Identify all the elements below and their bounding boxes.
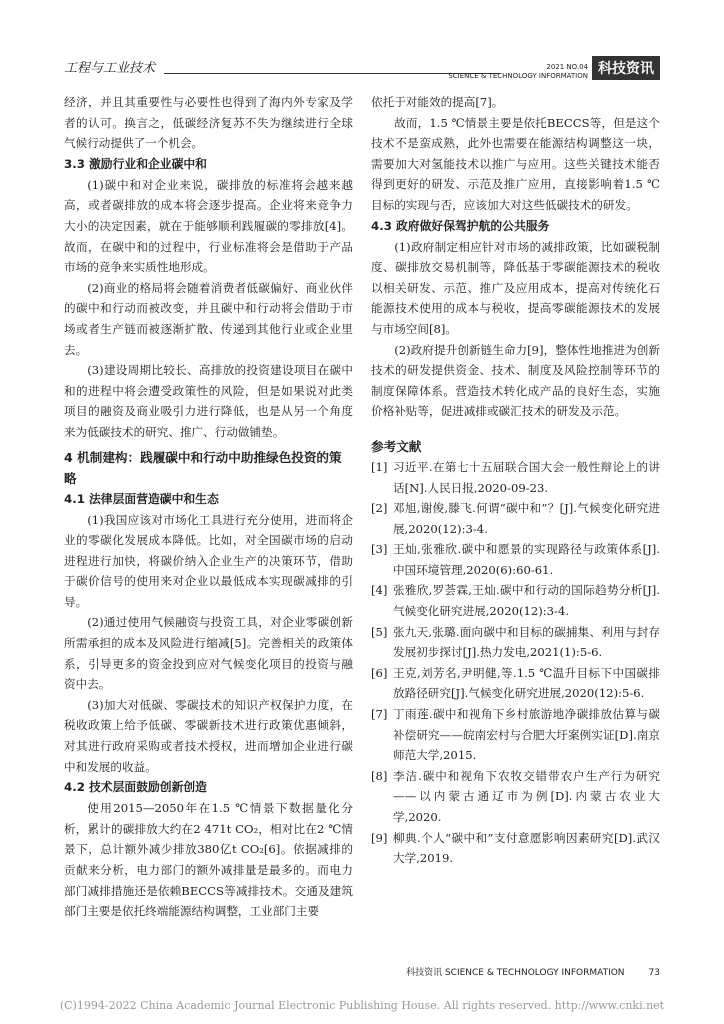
paragraph: (2)商业的格局将会随着消费者低碳偏好、商业伙伴的碳中和行动而被改变，并且碳中和行动将会借助于市场或者生产链而被逐渐扩散、传递到其他行业或企业里去。 <box>64 280 353 357</box>
reference-item <box>371 580 660 621</box>
issue-number: 2021 NO.04 <box>546 63 588 72</box>
reference-number: [2] <box>371 501 388 516</box>
reference-text: 张九天,张璐.面向碳中和目标的碳捕集、利用与封存发展初步探讨[J].热力发电,2021(1):5-6. <box>393 624 660 660</box>
paragraph: (2)通过使用气候融资与投资工具，对企业零碳创新所需承担的成本及风险进行缩减[5]。完善相关的政策体系，引导更多的资金投到应对气候变化项目的投资与融资中去。 <box>64 615 353 692</box>
right-column <box>371 92 660 942</box>
reference-number: [6] <box>371 665 388 680</box>
reference-item <box>371 766 660 828</box>
journal-name-cn: 科技资讯 <box>592 56 660 80</box>
section-heading: 3.3 激励行业和企业碳中和 <box>64 156 207 171</box>
reference-text: 李洁.碳中和视角下农牧交错带农户生产行为研究——以内蒙古通辽市为例[D].内蒙古农业大学,2020. <box>393 768 660 824</box>
paragraph: 依托于对能效的提高[7]。 <box>371 95 504 109</box>
journal-name-en: SCIENCE & TECHNOLOGY INFORMATION <box>448 71 588 80</box>
paragraph: (2)政府提升创新链生命力[9]，整体性地推进为创新技术的研发提供资金、技术、制度及风险控制等环节的制度保障体系。营造技术转化成产品的良好生态，实施价格补贴等，促进减排或碳汇技术的研发及示范。 <box>371 342 660 419</box>
left-column <box>64 92 353 942</box>
reference-number: [8] <box>371 768 388 783</box>
references-heading: 参考文献 <box>371 438 422 454</box>
paragraph: (1)碳中和对企业来说，碳排放的标准将会越来越高，或者碳排放的成本将会逐步提高。企业将来竞争力大小的决定因素，就在于能够顺利践履碳的零排放[4]。故而，在碳中和的过程中，行业标准将会是借助于产品市场的竞争来实质性地形成。 <box>64 177 353 275</box>
reference-item <box>371 539 660 580</box>
reference-item <box>371 828 660 869</box>
reference-text: 丁雨莲.碳中和视角下乡村旅游地净碳排放估算与碳补偿研究——皖南宏村与合肥大圩案例实证[D].南京师范大学,2015. <box>393 707 660 763</box>
reference-text: 张雅欣,罗荟霖,王灿.碳中和行动的国际趋势分析[J].气候变化研究进展,2020(12):3-4. <box>393 583 660 619</box>
reference-item <box>371 498 660 539</box>
reference-text: 习近平.在第七十五届联合国大会一般性辩论上的讲话[N].人民日报,2020-09-23. <box>393 459 660 495</box>
reference-list <box>371 457 660 869</box>
footer-journal: 科技资讯 SCIENCE & TECHNOLOGY INFORMATION <box>406 968 625 978</box>
page-footer <box>64 965 660 978</box>
section-heading: 4.2 技术层面鼓励创新创造 <box>64 780 207 795</box>
reference-number: [9] <box>371 830 388 845</box>
chapter-heading: 4 机制建构：践履碳中和行动中助推绿色投资的策略 <box>64 449 342 486</box>
reference-number: [4] <box>371 583 388 598</box>
section-heading: 4.3 政府做好保驾护航的公共服务 <box>371 218 550 233</box>
reference-text: 王克,刘芳名,尹明健,等.1.5 ℃温升目标下中国碳排放路径研究[J].气候变化研究进展,2020(12):5-6. <box>393 665 660 701</box>
reference-item <box>371 704 660 766</box>
paragraph: (3)加大对低碳、零碳技术的知识产权保护力度，在税收政策上给予低碳、零碳新技术进行政策优惠倾斜，对其进行政府采购或者技术授权，进而增加企业进行碳中和发展的收益。 <box>64 697 353 774</box>
reference-number: [3] <box>371 542 388 557</box>
copyright-notice: (C)1994-2022 China Academic Journal Electronic Publishing House. All rights reserved. http://www.cnki.net <box>59 999 665 1012</box>
journal-masthead <box>448 56 660 80</box>
reference-item <box>371 622 660 663</box>
journal-meta <box>448 63 588 80</box>
body-columns <box>64 92 660 942</box>
paragraph: 故而，1.5 ℃情景主要是依托BECCS等，但是这个技术不是蛮成熟，此外也需要在能源结构调整这一块，需要加大对氢能技术以推广与应用。这些关键技术能否得到更好的研发、示范及推广应用，直接影响着1.5 ℃目标的实现与否，应该加大对这些低碳技术的研发。 <box>371 115 660 212</box>
page-header <box>64 56 660 80</box>
reference-item <box>371 663 660 704</box>
reference-item <box>371 457 660 498</box>
reference-number: [1] <box>371 459 388 474</box>
paragraph: 经济，并且其重要性与必要性也得到了海内外专家及学者的认可。换言之，低碳经济复苏不失为继续进行全球气候行动提供了一个机会。 <box>64 95 353 151</box>
reference-number: [5] <box>371 624 388 639</box>
reference-text: 王灿,张雅欣.碳中和愿景的实现路径与政策体系[J].中国环境管理,2020(6):60-61. <box>393 542 660 577</box>
paragraph: (1)政府制定相应针对市场的减排政策，比如碳税制度、碳排放交易机制等，降低基于零碳能源技术的税收以相关研发、示范、推广及应用成本，提高对传统化石能源技术使用的成本与税收，提高零碳能源技术的发展与市场空间[8]。 <box>371 239 660 336</box>
paragraph: (1)我国应该对市场化工具进行充分使用，进而将企业的零碳化发展成本降低。比如，对全国碳市场的启动进程进行加快，将碳价纳入企业生产的决策环节，借助于碳价信号的使用来对企业以最低成本实现碳减排的引导。 <box>64 512 353 609</box>
paragraph: 使用2015—2050年在1.5 ℃情景下数据量化分析，累计的碳排放大约在2 471t CO₂，相对比在2 ℃情景下，总计额外减少排放380亿t CO₂[6]。依据减排的贡献来分析，电力部门的额外减排量是最多的。而电力部门减排措施还是依赖BECCS等减排技术。交通及建筑部门主要是依托终端能源结构调整，工业部门主要 <box>64 801 353 919</box>
section-heading: 4.1 法律层面营造碳中和生态 <box>64 491 219 506</box>
paragraph: (3)建设周期比较长、高排放的投资建设项目在碳中和的进程中将会遭受政策性的风险，但是如果说对此类项目的融资及商业吸引力进行降低，也是从另一个角度来为低碳技术的研究、推广、行动做铺垫。 <box>64 363 353 439</box>
page-number: 73 <box>648 968 660 978</box>
section-label: 工程与工业技术 <box>64 61 156 76</box>
reference-number: [7] <box>371 707 388 722</box>
reference-text: 邓旭,谢俊,滕飞.何谓“碳中和”？[J].气候变化研究进展,2020(12):3-4. <box>393 501 660 536</box>
reference-text: 柳典.个人“碳中和”支付意愿影响因素研究[D].武汉大学,2019. <box>393 830 660 866</box>
